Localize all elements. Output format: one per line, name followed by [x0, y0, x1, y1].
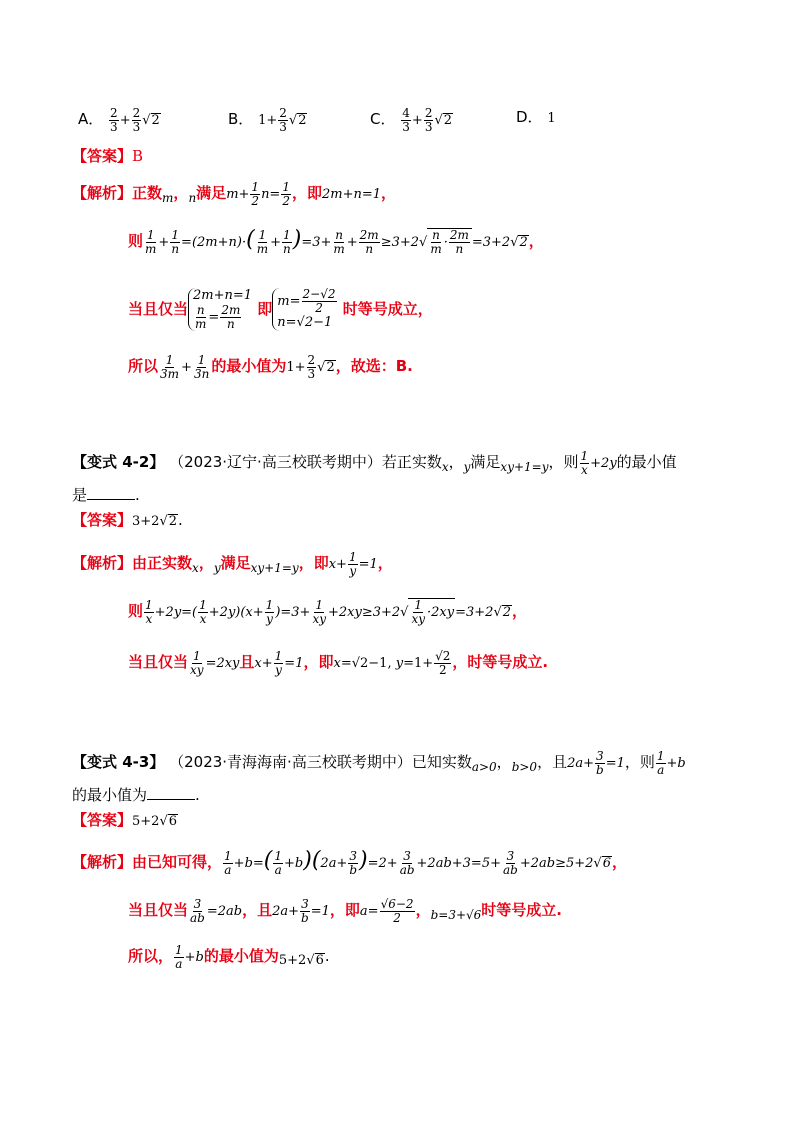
- analysis-tag: 【解析】: [72, 853, 133, 871]
- text: ，则: [548, 453, 579, 471]
- text: 的最小值为: [203, 947, 279, 965]
- text: ，即: [298, 554, 329, 572]
- text: 则: [128, 232, 144, 250]
- text: 的最小值为: [211, 357, 287, 375]
- q2-analysis-line1: 【解析】由正实数$_x$，$_y$满足$_{xy+1=y}$，即x+ $\frac{1}{y}$ =1，: [72, 550, 393, 578]
- q2-stem-line1: 【变式 4-2】 （2023·辽宁·高三校联考期中）若正实数$_x$，$_y$满足$_{xy+1=y}$，则 $\frac{1}{x}$ +2y的最小值: [72, 449, 677, 477]
- q3-stem-line2: [72, 785, 200, 805]
- text: ，: [528, 232, 544, 250]
- text: 满足: [196, 184, 227, 202]
- text: 是: [72, 486, 88, 504]
- text: 满足: [220, 554, 251, 572]
- text: 所以，: [128, 947, 174, 965]
- choice-c-expr: $\frac{4}{3}$ + $\frac{2}{3}$ √2: [402, 106, 453, 134]
- text: .: [135, 486, 140, 504]
- q1-analysis-line1: 【解析】正数$_m$，$_n$满足m+ $\frac{1}{2}$ n= $\frac{1}{2}$ ，即2m+n=1，: [72, 180, 397, 208]
- text: 时等号成立.: [481, 901, 562, 919]
- text: ，故选：B.: [335, 357, 413, 375]
- q1-analysis-line3: [128, 288, 433, 331]
- text: 满足: [470, 453, 501, 471]
- choice-a-expr: $\frac{2}{3}$ + $\frac{2}{3}$ √2: [110, 106, 160, 134]
- choice-b-expr: 1+ $\frac{2}{3}$ √2: [258, 106, 307, 134]
- text: 且: [239, 653, 255, 671]
- q2-answer-line: 【答案】3+2√2.: [72, 511, 183, 529]
- text: 由已知可得，: [132, 853, 223, 871]
- choice-c: [370, 107, 453, 134]
- q2-analysis-line2: 则 $\frac{1}{x}$ +2y=( $\frac{1}{x}$ +2y)(x+ $\frac{1}{y}$ )=3+ $\frac{1}{xy}$ +2xy≥3+2√ $\frac{1}{xy}$ ·2xy=3+2√2，: [128, 598, 528, 626]
- text: ，: [415, 901, 431, 919]
- text: ，即: [329, 901, 360, 919]
- text: 所以: [128, 357, 159, 375]
- choice-b-label: B．: [228, 110, 254, 128]
- text: ，则: [624, 753, 655, 771]
- q3-stem-line1: 【变式 4-3】 （2023·青海海南·高三校联考期中）已知实数$_{a>0}$，$_{b>0}$，且2a+ $\frac{3}{b}$ =1，则 $\frac{1}{a}$ +b: [72, 749, 686, 777]
- q2-stem-line2: [72, 485, 140, 505]
- text: 的最小值: [616, 453, 677, 471]
- text: 则: [128, 602, 144, 620]
- answer-tag: 【答案】: [72, 147, 133, 165]
- text: ，即: [291, 184, 322, 202]
- system-2: m= $\frac{2-√2}{2}$ n=√2−1: [272, 288, 337, 331]
- q3-analysis-line1: 【解析】由已知可得， $\frac{1}{a}$ +b=( $\frac{1}{a}$ +b)(2a+ $\frac{3}{b}$ )=2+ $\frac{3}{ab}$ +2ab+3=5+ $\frac{3}{ab}$ +2ab≥5+2√6，: [72, 848, 628, 877]
- system-1: 2m+n=1 $\frac{n}{m}$ = $\frac{2m}{n}$: [188, 288, 252, 331]
- text: ，时等号成立.: [452, 653, 549, 671]
- choice-c-label: C．: [370, 110, 396, 128]
- answer-value: 5+2√6: [132, 814, 178, 829]
- text: 正数: [132, 184, 163, 202]
- text: ，: [381, 184, 397, 202]
- text: 当且仅当: [128, 300, 189, 318]
- q1-analysis-line2: 则 $\frac{1}{m}$ + $\frac{1}{n}$ =(2m+n)·( $\frac{1}{m}$ + $\frac{1}{n}$ )=3+ $\frac{n}{m}$ + $\frac{2m}{n}$ ≥3+2√ $\frac{n}{m}$ · $\frac{2m}{n}$ =3+2√2，: [128, 227, 544, 256]
- text: .: [324, 947, 330, 965]
- text: ，: [377, 554, 393, 572]
- text: ，即: [303, 653, 334, 671]
- q1-answer-line: [72, 146, 143, 166]
- answer-value: B: [132, 147, 144, 165]
- text: 当且仅当: [128, 901, 189, 919]
- text: 的最小值为: [72, 786, 148, 804]
- q1-analysis-line4: 所以 $\frac{1}{3m}$ + $\frac{1}{3n}$ 的最小值为1+ $\frac{2}{3}$ √2，故选：B.: [128, 353, 413, 381]
- text: .: [195, 786, 200, 804]
- choice-d-label: D．: [516, 108, 543, 126]
- text: 即: [257, 300, 273, 318]
- text: ，: [512, 602, 528, 620]
- analysis-tag: 【解析】: [72, 554, 133, 572]
- text: 当且仅当: [128, 653, 189, 671]
- choices-row: [78, 107, 161, 134]
- text: 时等号成立，: [342, 300, 433, 318]
- answer-tag: 【答案】: [72, 811, 133, 829]
- text: ，且: [242, 901, 273, 919]
- answer-blank: [87, 499, 135, 500]
- text: 由正实数: [132, 554, 193, 572]
- analysis-tag: 【解析】: [72, 184, 133, 202]
- choice-d-value: 1: [547, 111, 556, 126]
- answer-blank: [147, 799, 195, 800]
- variant-tag: 【变式 4-3】: [72, 753, 165, 771]
- q3-analysis-line2: 当且仅当 $\frac{3}{ab}$ =2ab，且2a+ $\frac{3}{b}$ =1，即a= $\frac{√6-2}{2}$ ，$_{b=3+√6}$时等号成立.: [128, 897, 562, 925]
- answer-tag: 【答案】: [72, 511, 133, 529]
- q3-analysis-line3: 所以， $\frac{1}{a}$ +b的最小值为5+2√6.: [128, 943, 330, 971]
- q2-analysis-line3: 当且仅当 $\frac{1}{xy}$ =2xy且x+ $\frac{1}{y}$ =1，即x=√2−1, y=1+ $\frac{√2}{2}$ ，时等号成立.: [128, 649, 549, 677]
- q3-answer-line: [72, 810, 178, 832]
- answer-value: 3+2√2: [132, 514, 178, 529]
- source: （2023·辽宁·高三校联考期中）若正实数: [169, 453, 442, 471]
- source: （2023·青海海南·高三校联考期中）已知实数: [169, 753, 472, 771]
- text: ，且: [537, 753, 568, 771]
- choice-b: [228, 107, 307, 134]
- choice-a-label: A．: [78, 110, 104, 128]
- variant-tag: 【变式 4-2】: [72, 453, 165, 471]
- text: ，: [612, 853, 628, 871]
- choice-d: [516, 107, 556, 129]
